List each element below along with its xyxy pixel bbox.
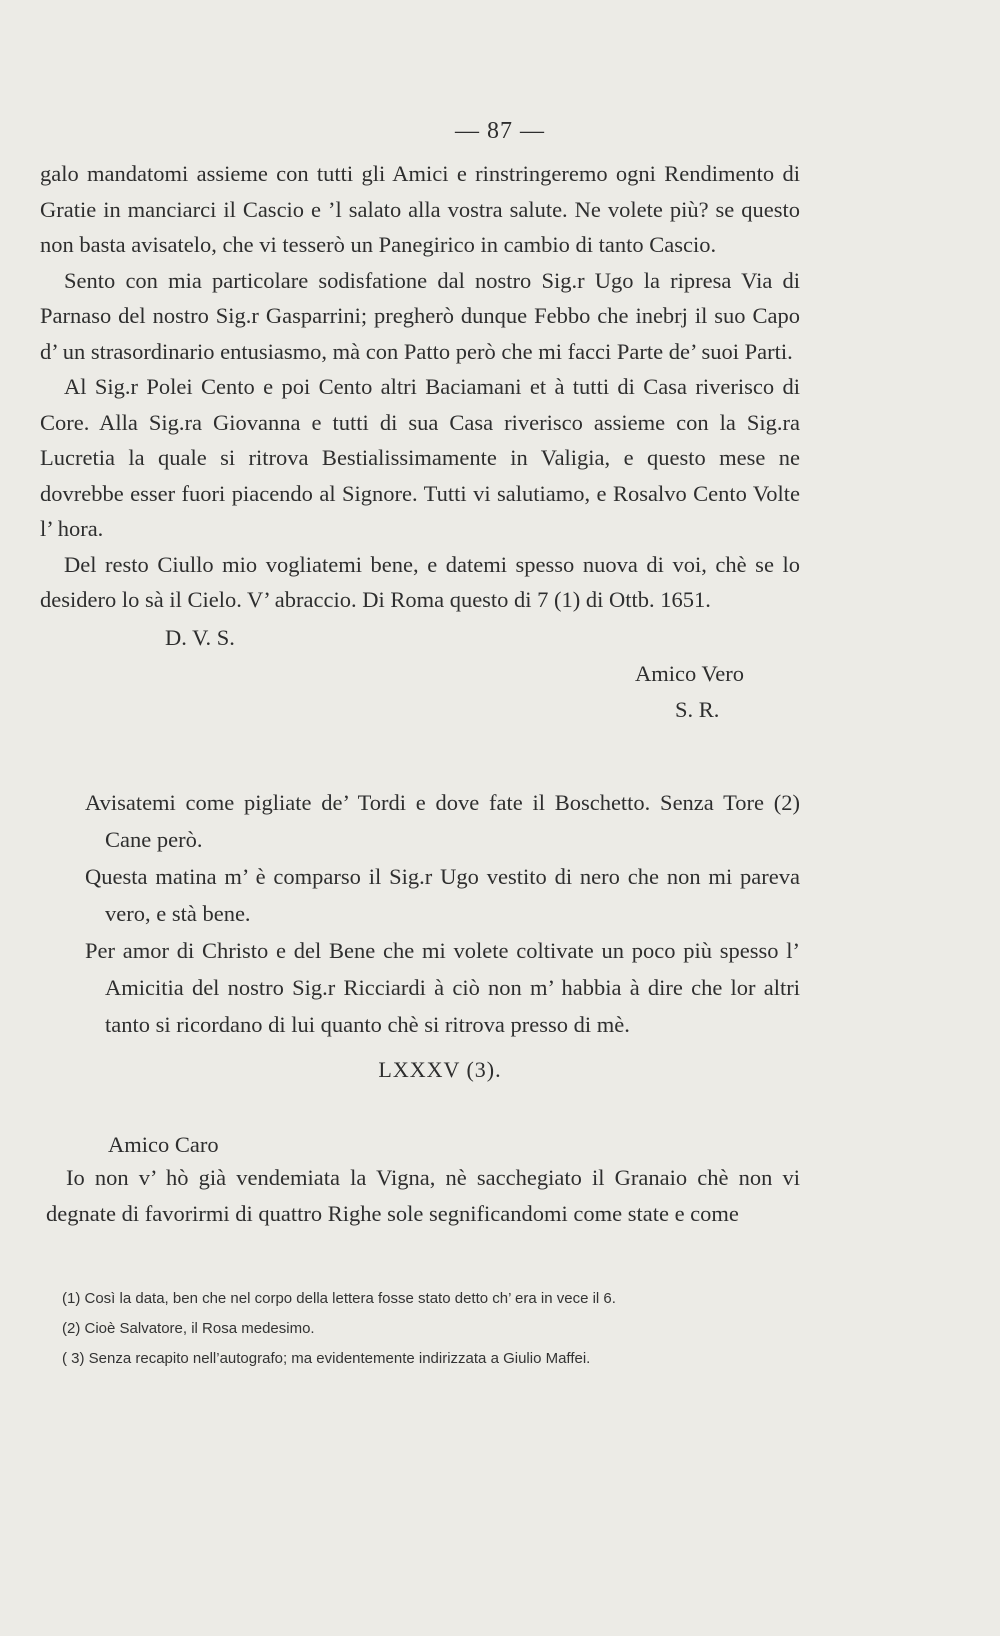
paragraph: galo mandatomi assieme con tutti gli Amici e rinstringeremo ogni Rendimento di Gratie in manciarci il Cascio e ’l salato alla vostra salute. Ne volete più? se questo non basta avisatelo, che vi tesserò un Panegirico in cambio di tanto Cascio. bbox=[40, 161, 800, 257]
paragraph: Al Sig.r Polei Cento e poi Cento altri Baciamani et à tutti di Casa riverisco di Core. Alla Sig.ra Giovanna e tutti di sua Casa riverisco assieme con la Sig.ra Lucretia la quale si ritrova Bestialissimamente in Valigia, e questo mese ne dovrebbe esser fuori piacendo al Signore. Tutti vi salutiamo, e Rosalvo Cento Volte l’ hora. bbox=[40, 374, 800, 541]
postscript: Questa matina m’ è comparso il Sig.r Ugo vestito di nero che non mi pareva vero, e stà bene. bbox=[85, 864, 800, 926]
salutation: Amico Caro bbox=[108, 1132, 219, 1157]
letter-number-heading: LXXXV (3). bbox=[378, 1057, 502, 1082]
postscript: Per amor di Christo e del Bene che mi volete coltivate un poco più spesso l’ Amicitia del nostro Sig.r Ricciardi à ciò non m’ habbia à dire che lor altri tanto si ricordano di lui quanto chè si ritrova presso di mè. bbox=[85, 938, 800, 1037]
closing-initials: D. V. S. bbox=[165, 624, 235, 650]
next-letter-body bbox=[46, 1160, 800, 1232]
paragraph: Io non v’ hò già vendemiata la Vigna, nè sacchegiato il Granaio chè non vi degnate di favorirmi di quattro Righe sole segnificandomi come state e come bbox=[46, 1165, 800, 1226]
footnote: (1) Così la data, ben che nel corpo della lettera fosse stato detto ch’ era in vece il 6. bbox=[62, 1290, 616, 1307]
footnotes bbox=[62, 1284, 762, 1374]
footnote: ( 3) Senza recapito nell’autografo; ma evidentemente indirizzata a Giulio Maffei. bbox=[62, 1350, 591, 1367]
footnote: (2) Cioè Salvatore, il Rosa medesimo. bbox=[62, 1320, 315, 1337]
closing-signature: S. R. bbox=[675, 696, 720, 722]
letter-body bbox=[40, 156, 800, 732]
paragraph: Sento con mia particolare sodisfatione dal nostro Sig.r Ugo la ripresa Via di Parnaso del nostro Sig.r Gasparrini; pregherò dunque Febbo che inebrj il suo Capo d’ un strasordinario entusiasmo, mà con Patto però che mi facci Parte de’ suoi Parti. bbox=[40, 267, 800, 364]
paragraph: Del resto Ciullo mio vogliatemi bene, e datemi spesso nuova di voi, chè se lo desidero lo sà il Cielo. V’ abraccio. Di Roma questo di 7 (1) di Ottb. 1651. bbox=[40, 551, 800, 612]
page-number: — 87 — bbox=[455, 118, 545, 144]
postscript: Avisatemi come pigliate de’ Tordi e dove fate il Boschetto. Senza Tore (2) Cane però. bbox=[85, 790, 800, 852]
closing-amico: Amico Vero bbox=[635, 660, 744, 686]
postscripts bbox=[85, 784, 800, 1043]
letter-closing bbox=[40, 620, 800, 732]
